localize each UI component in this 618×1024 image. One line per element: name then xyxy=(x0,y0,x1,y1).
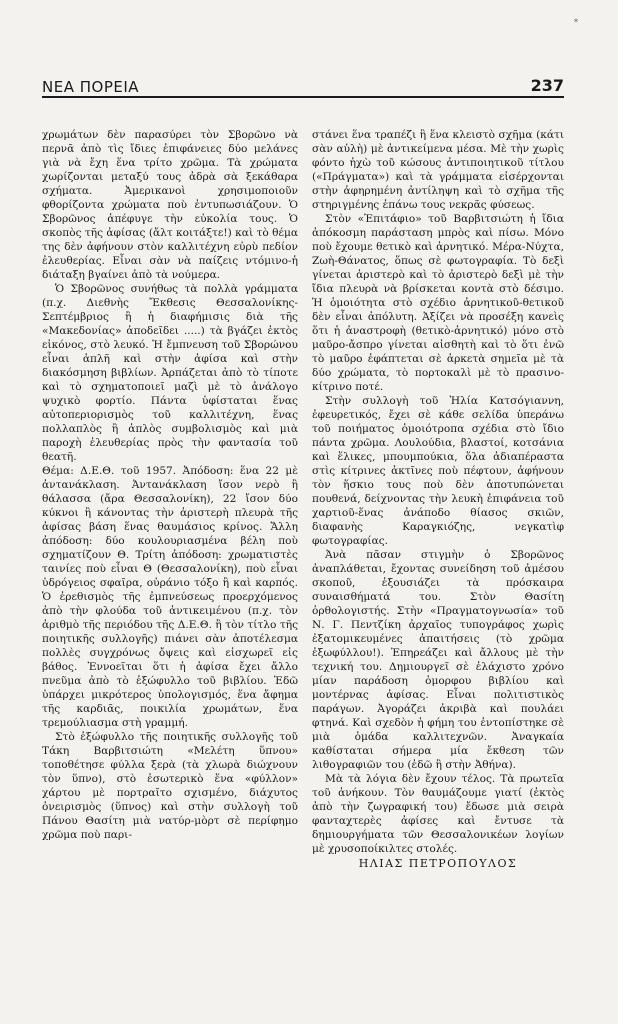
paragraph: χρωμάτων δὲν παρασύρει τὸν Σβορῶνο νὰ περνᾶ ἀπὸ τὶς ἴδιες ἐπιφάνειες δύο μελάνες γιὰ νὰ ἔχη ἕνα τρίτο χρῶμα. Τὰ χρώματα χωρίζονται μεταξύ τους ἀδρὰ σὰ ξεκάθαρα σχήματα. Ἀμερικανοὶ χρησιμοποιοῦν φθορίζοντα χρώματα ποὺ ἐντυπωσιάζουν. Ὁ Σβορῶνος ἀπέφυγε τὴν εὐκολία τους. Ὁ σκοπὸς τῆς ἀφίσας (ἄλτ κοιτάξτε!) καὶ τὸ θέμα της δὲν ἀφήνουν στὸν καλλιτέχνη εὐρὺ πεδίον ἐλευθερίας. Εἶναι σὰν νὰ παίζεις ντόμινο-ἡ διάταξη βγαίνει ἀπὸ τὰ νούμερα. xyxy=(42,129,298,281)
left-column xyxy=(42,128,298,842)
paragraph: Στὸν «Ἐπιτάφιο» τοῦ Βαρβιτσιώτη ἡ ἴδια ἀπόκοσμη παράσταση μπρὸς καὶ πίσω. Μόνο ποὺ ἔχουμε θετικὸ καὶ ἀρνητικό. Μέρα-Νύχτα, Ζωὴ-Θάνατος, ὅπως σὲ φωτογραφία. Τὸ δεξὶ γίνεται ἀριστερὸ καὶ τὸ ἀριστερὸ δεξὶ μὲ τὴν ἴδια πλευρὰ νὰ βρίσκεται κοντὰ στὸ δέσιμο. Ἡ ὁμοιότητα στὸ σχέδιο ἀρνητικοῦ-θετικοῦ δὲν εἶναι ἀπόλυτη. Ἀξίζει νὰ προσέξη κανεὶς ὅτι ἡ ἀναστροφὴ (θετικὸ-ἀρνητικό) μόνο στὸ μαῦρο-ἄσπρο γίνεται αἰσθητὴ καὶ τὸ ὅτι ἐνῶ τὸ μαῦρο ἐφάπτεται σὲ ἀρκετὰ σημεῖα μὲ τὰ δύο χρώματα, τὸ πορτοκαλὶ μὲ τὸ πρασινο-κίτρινο ποτέ. xyxy=(312,213,564,393)
paragraph: Στὴν συλλογὴ τοῦ Ἠλία Κατσόγιαννη, ἐφευρετικός, ἔχει σὲ κάθε σελίδα ὑπεράνω τοῦ ποιήματος ὁμοιότροπα σχέδια στὸ ἴδιο πάντα χρῶμα. Λουλούδια, βλαστοί, κοτσάνια καὶ ἕλικες, μπουμπούκια, ὅλα ἀδιαπέραστα στὶς κίτρινες ἀκτῖνες ποὺ πέφτουν, ἀφήνουν τὸν ἥσκιο τους ποὺ δὲν ἀποτυπώνεται πουθενά, δείχνοντας τὴν λευκὴ ἐπιφάνεια τοῦ χαρτιοῦ-ἕνας ἀνάποδο θίασος σκιῶν, διαφανὴς Καραγκιόζης, νεγκατὶφ φωτογραφίας. xyxy=(312,395,564,547)
journal-title: ΝΕΑ ΠΟΡΕΙΑ xyxy=(42,78,140,96)
paragraph: Ὁ Σβορῶνος συνήθως τὰ πολλὰ γράμματα (π.χ. Διεθνὴς Ἔκθεσις Θεσσαλονίκης-Σεπτέμβριος ἢ ἡ διαφήμισις διὰ τῆς «Μακεδονίας» ἀποδεῖδει .....) τὰ βγάζει ἐκτὸς εἰκόνος, στὸ λευκό. Ἡ ἔμπνευση τοῦ Σβορώνου εἶναι ἁπλῆ καὶ στὴν ἀφίσα καὶ στὴν διακόσμηση βιβλίων. Ἀρπάζεται ἀπὸ τὸ τίποτε καὶ τὸ σχηματοποιεῖ μαζὶ μὲ τὸ ἀνάλογο ψυχικὸ φορτίο. Πάντα ὑφίσταται ἕνας αὐτοπεριορισμὸς τοῦ καλλιτέχνη, ἕνας πολλαπλὸς ἢ ἁπλὸς συμβολισμὸς καὶ μιὰ παροχὴ ἐλευθερίας πρὸς τὴν φαντασία τοῦ θεατῆ. xyxy=(42,283,298,463)
paragraph: Ἀνὰ πᾶσαν στιγμὴν ὁ Σβορῶνος ἀναπλάθεται, ἔχοντας συνείδηση τοῦ ἀμέσου σκοποῦ, ἐξουσιάζει τὰ πρόσκαιρα συναισθήματά του. Στὸν Θασίτη ὀρθολογιστής. Στὴν «Πραγματογνωσία» τοῦ Ν. Γ. Πεντζίκη ἀρχαῖος τυπογράφος χωρὶς ἐξατομικευμένες ἀπαιτήσεις (τὸ χρῶμα ἐξωφύλλου!). Ἐπηρεάζει καὶ ἄλλους μὲ τὴν τεχνική του. Δημιουργεῖ σὲ ἐλάχιστο χρόνο μίαν παράδοση ὁμορφου βιβλίου καὶ μοντέρνας ἀφίσας. Εἶναι πολιτιστικὸς παράγων. Ἀγοράζει ἀκριβὰ καὶ πουλάει φτηνά. Καὶ σχεδὸν ἡ φήμη του ἐντοπίστηκε σὲ μιὰ ὁμάδα καλλιτεχνῶν. Ἀναγκαία καθίσταται σήμερα μία ἔκθεση τῶν λιθογραφιῶν του (ἐδῶ ἢ στὴν Ἀθήνα). xyxy=(312,549,564,771)
page-number: 237 xyxy=(530,76,564,95)
paragraph: Στὸ ἐξώφυλλο τῆς ποιητικῆς συλλογῆς τοῦ Τάκη Βαρβιτσιώτη «Μελέτη ὕπνου» τοποθέτησε φύλλα ξερὰ (τὰ χλωρὰ διώχνουν τὸν ὕπνο), στὸ ἐσωτερικὸ ἕνα «φύλλον» χάρτου μὲ πορτραῖτο σχισμένο, διάχυτος ὀνειρισμὸς (ὕπνος) καὶ στὴν συλλογὴ τοῦ Πάνου Θασίτη μιὰ νατύρ-μὸρτ σὲ περίφημο χρῶμα ποὺ παρι- xyxy=(42,731,298,841)
page-header xyxy=(42,74,564,96)
header-rule xyxy=(42,96,564,98)
paragraph: Μὰ τὰ λόγια δὲν ἔχουν τέλος. Τὰ πρωτεῖα τοῦ ἀνήκουν. Τὸν θαυμάζουμε γιατί (ἐκτὸς ἀπὸ τὴν ζωγραφική του) ἔδωσε μιὰ σειρὰ φανταχτερὲς ἀφίσες καὶ ἔντυσε τὰ δημιουργήματα τῶν Θεσσαλονικέων λογίων μὲ χρυσοποίκιλτες στολές. xyxy=(312,773,564,855)
right-column xyxy=(312,128,564,871)
corner-mark: * xyxy=(574,18,578,27)
paragraph: Θέμα: Δ.Ε.Θ. τοῦ 1957. Ἀπόδοση: ἕνα 22 μὲ ἀντανάκλαση. Ἀντανάκλαση ἴσον νερὸ ἢ θάλασσα (ἄρα Θεσσαλονίκη), 22 ἴσον δύο κύκνοι ἢ κάνοντας τὴν ἀριστερὴ πλευρὰ τῆς ἀφίσας βάση ἕνας θαυμάσιος κρίνος. Ἄλλη ἀπόδοση: δύο κουλουριασμένα βέλη ποὺ σχηματίζουν Θ. Τρίτη ἀπόδοση: χρωματιστὲς ταινίες ποὺ εἶναι Θ (Θεσσαλονίκη), ποὺ εἶναι ὑδρόγειος σφαῖρα, οὐράνιο τόξο ἢ καὶ καρπός. Ὁ ἐρεθισμὸς τῆς ἐμπνεύσεως προερχόμενος ἀπὸ τὴν φλούδα τοῦ ἀντικειμένου (π.χ. τὸν ἀριθμὸ τῆς περιόδου τῆς Δ.Ε.Θ. ἢ τὸν τίτλο τῆς ποιητικῆς συλλογῆς) πιάνει σὰν ἀποτέλεσμα πολλὲς συγχρόνως ὄψεις καὶ εἰσχωρεῖ εἰς βάθος. Ἐννοεῖται ὅτι ἡ ἀφίσα ἔχει ἄλλο πνεῦμα ἀπὸ τὸ ἐξώφυλλο τοῦ βιβλίου. Ἐδῶ ὑπάρχει μικρότερος ὑπολογισμός, ἕνα ἄφημα τῆς καρδιᾶς, ποικιλία χρωμάτων, ἕνα τρεμούλιασμα στὴ γραμμή. xyxy=(42,465,298,729)
paragraph: στάνει ἕνα τραπέζι ἢ ἕνα κλειστὸ σχῆμα (κάτι σὰν αὐλὴ) μὲ ἀντικείμενα μέσα. Μὲ τὴν χωρὶς φόντο ἠχὼ τοῦ κώσους ἀντιποιητικοῦ τίτλου («Πράγματα») καὶ τὰ γράμματα εἰσέρχονται στὴν ἀφηρημένη ἀντίληψη καὶ τὸ σχῆμα τῆς στηριγμένης ἐπάνω τους νεκρᾶς φύσεως. xyxy=(312,129,564,211)
author-signature: ΗΛΙΑΣ ΠΕΤΡΟΠΟΥΛΟΣ xyxy=(358,857,518,870)
